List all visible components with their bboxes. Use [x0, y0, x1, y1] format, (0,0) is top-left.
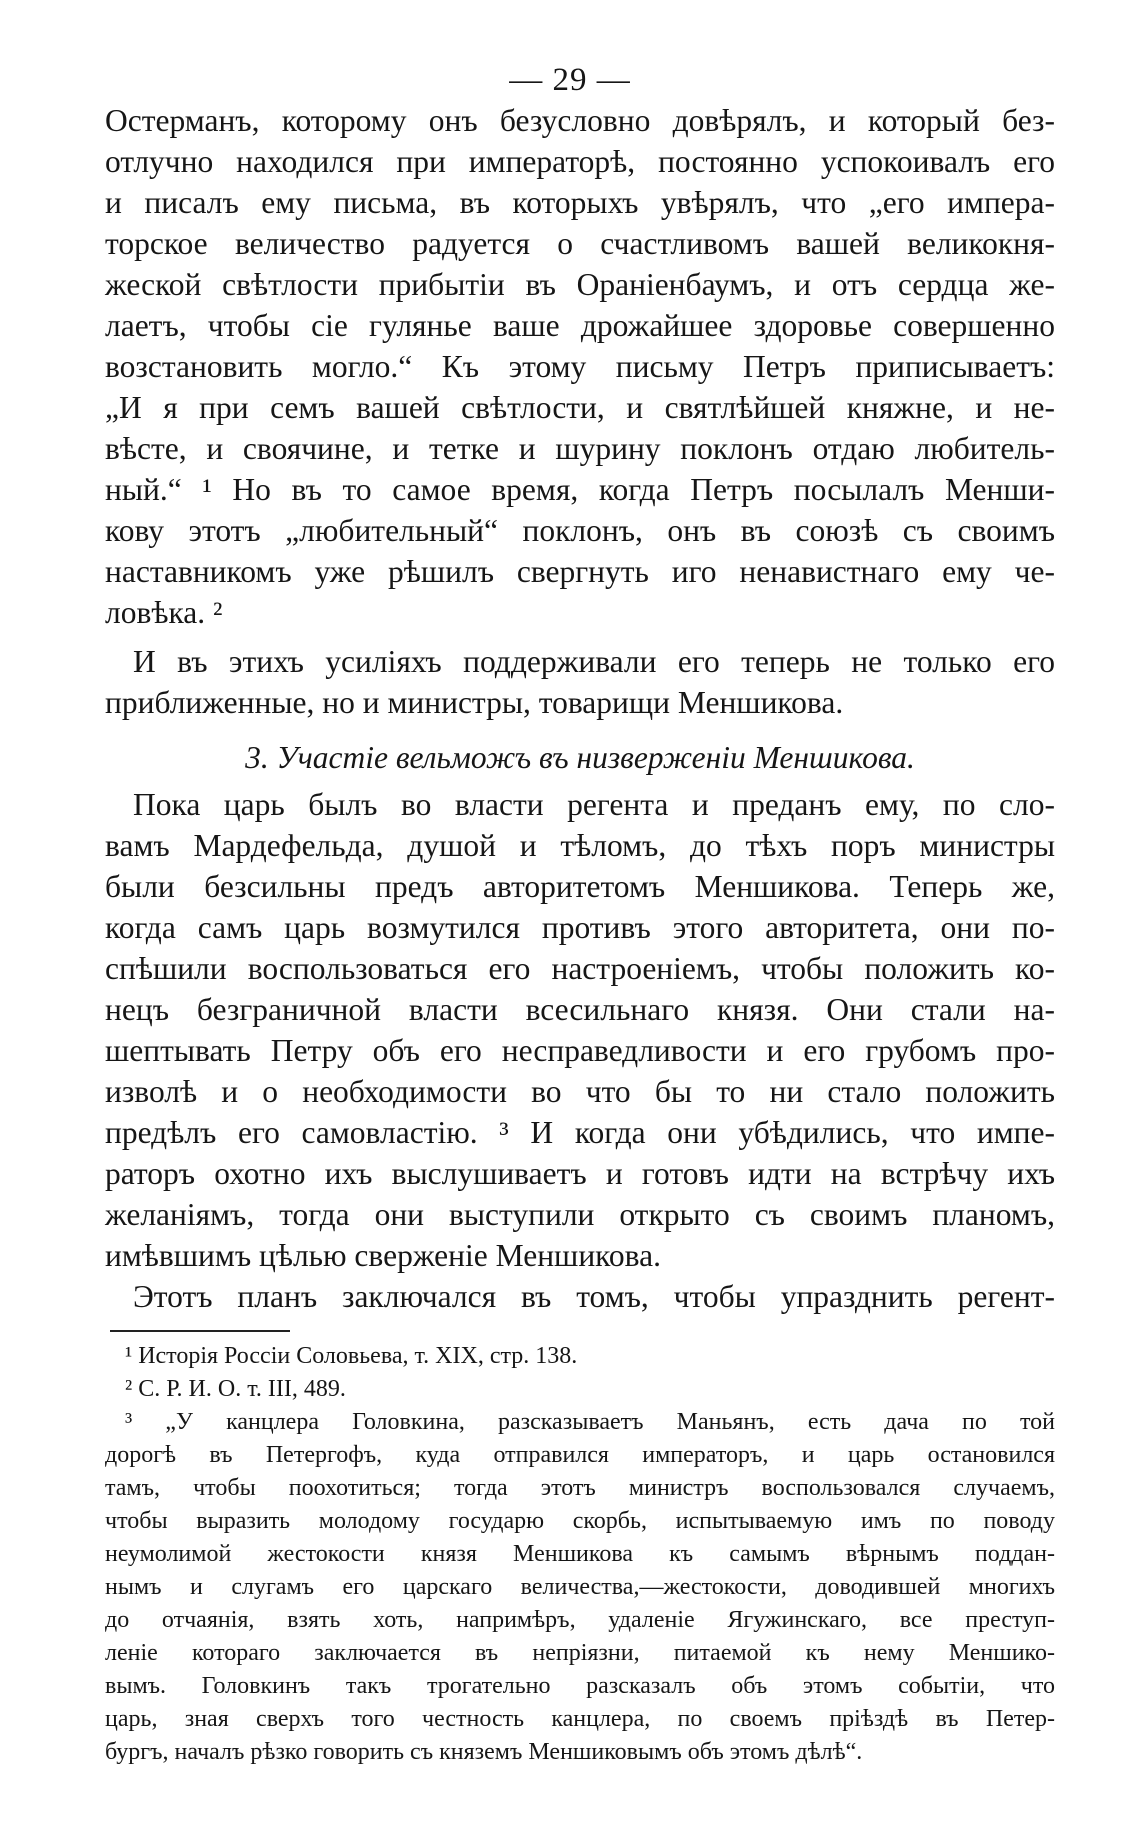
footnote-line: леніе котораго заключается въ непріязни, питаемой къ нему Меншико-: [105, 1640, 1055, 1666]
text-line: шептывать Петру объ его несправедливости и его грубомъ про-: [105, 1033, 1055, 1068]
text-line: вамъ Мардефельда, душой и тѣломъ, до тѣхъ поръ министры: [105, 828, 1055, 863]
paragraph-1: [105, 100, 1055, 633]
text-line: были безсильны предъ авторитетомъ Меншикова. Теперь же,: [105, 869, 1055, 904]
text-line: наставникомъ уже рѣшилъ свергнуть иго ненавистнаго ему че-: [105, 554, 1055, 589]
footnote-line: неумолимой жестокости князя Меншикова къ самымъ вѣрнымъ поддан-: [105, 1541, 1055, 1567]
page-number: — 29 —: [509, 62, 631, 98]
text-line: вѣсте, и своячине, и тетке и шурину поклонъ отдаю любитель-: [105, 431, 1055, 466]
text-line: жеской свѣтлости прибытіи въ Ораніенбаумъ, и отъ сердца же-: [105, 267, 1055, 302]
footnote-line: чтобы выразить молодому государю скорбь, испытываемую имъ по поводу: [105, 1508, 1055, 1534]
text-line: лаетъ, чтобы сіе гулянье ваше дрожайшее здоровье совершенно: [105, 308, 1055, 343]
text-line: предѣлъ его самовластію. ³ И когда они убѣдились, что импе-: [105, 1115, 1055, 1150]
paragraph-4: [105, 1276, 1055, 1317]
text-line: желаніямъ, тогда они выступили открыто съ своимъ планомъ,: [105, 1197, 1055, 1232]
text-line: „И я при семъ вашей свѣтлости, и святлѣйшей княжне, и не-: [105, 390, 1055, 425]
footnote-line: до отчаянія, взять хоть, напримѣръ, удаленіе Ягужинскаго, все преступ-: [105, 1607, 1055, 1633]
main-text: [105, 100, 1055, 1317]
footnote-line: царь, зная сверхъ того честность канцлера, по своемъ пріѣздѣ въ Петер-: [105, 1706, 1055, 1732]
text-line: торское величество радуется о счастливомъ вашей великокня-: [105, 226, 1055, 261]
footnote-line: дорогѣ въ Петергофъ, куда отправился императоръ, и царь остановился: [105, 1442, 1055, 1468]
footnote-2: ² С. Р. И. О. т. III, 489.: [125, 1376, 346, 1402]
paragraph-2: [105, 641, 1055, 723]
text-line: Остерманъ, которому онъ безусловно довѣрялъ, и который без-: [105, 103, 1055, 138]
text-line: приближенные, но и министры, товарищи Меншикова.: [105, 685, 844, 720]
footnote-3: [105, 1406, 1055, 1769]
text-line: Этотъ планъ заключался въ томъ, чтобы упразднить регент-: [133, 1279, 1055, 1314]
text-line: И въ этихъ усиліяхъ поддерживали его теперь не только его: [133, 644, 1055, 679]
text-line: когда самъ царь возмутился противъ этого авторитета, они по-: [105, 910, 1055, 945]
section-heading: 3. Участіе вельможъ въ низверженіи Меншикова.: [245, 740, 915, 775]
text-line: ный.“ ¹ Но въ то самое время, когда Петръ посылалъ Менши-: [105, 472, 1055, 507]
paragraph-3: [105, 784, 1055, 1276]
text-line: нецъ безграничной власти всесильнаго князя. Они стали на-: [105, 992, 1055, 1027]
text-line: раторъ охотно ихъ выслушиваетъ и готовъ идти на встрѣчу ихъ: [105, 1156, 1055, 1191]
text-line: отлучно находился при императорѣ, постоянно успокоивалъ его: [105, 144, 1055, 179]
text-line: кову этотъ „любительный“ поклонъ, онъ въ союзѣ съ своимъ: [105, 513, 1055, 548]
text-line: изволѣ и о необходимости во что бы то ни стало положить: [105, 1074, 1055, 1109]
text-line: Пока царь былъ во власти регента и преданъ ему, по сло-: [133, 787, 1055, 822]
footnote-line: нымъ и слугамъ его царскаго величества,—жестокости, доводившей многихъ: [105, 1574, 1055, 1600]
footnote-line: вымъ. Головкинъ такъ трогательно разсказалъ объ этомъ событіи, что: [105, 1673, 1055, 1699]
footnote-1: ¹ Исторія Россіи Соловьева, т. XIX, стр. 138.: [125, 1343, 578, 1369]
text-line: ловѣка. ²: [105, 595, 223, 630]
footnote-line: тамъ, чтобы поохотиться; тогда этотъ министръ воспользовался случаемъ,: [105, 1475, 1055, 1501]
text-line: спѣшили воспользоваться его настроеніемъ, чтобы положить ко-: [105, 951, 1055, 986]
footnote-divider: [110, 1330, 290, 1332]
footnotes: [105, 1340, 1055, 1769]
text-line: имѣвшимъ цѣлью сверженіе Меншикова.: [105, 1238, 661, 1273]
footnote-line: ³ „У канцлера Головкина, разсказываетъ Маньянъ, есть дача по той: [125, 1409, 1055, 1435]
footnote-line: бургъ, началъ рѣзко говорить съ княземъ Меншиковымъ объ этомъ дѣлѣ“.: [105, 1739, 863, 1765]
text-line: возстановить могло.“ Къ этому письму Петръ приписываетъ:: [105, 349, 1055, 384]
text-line: и писалъ ему письма, въ которыхъ увѣрялъ, что „его импера-: [105, 185, 1055, 220]
